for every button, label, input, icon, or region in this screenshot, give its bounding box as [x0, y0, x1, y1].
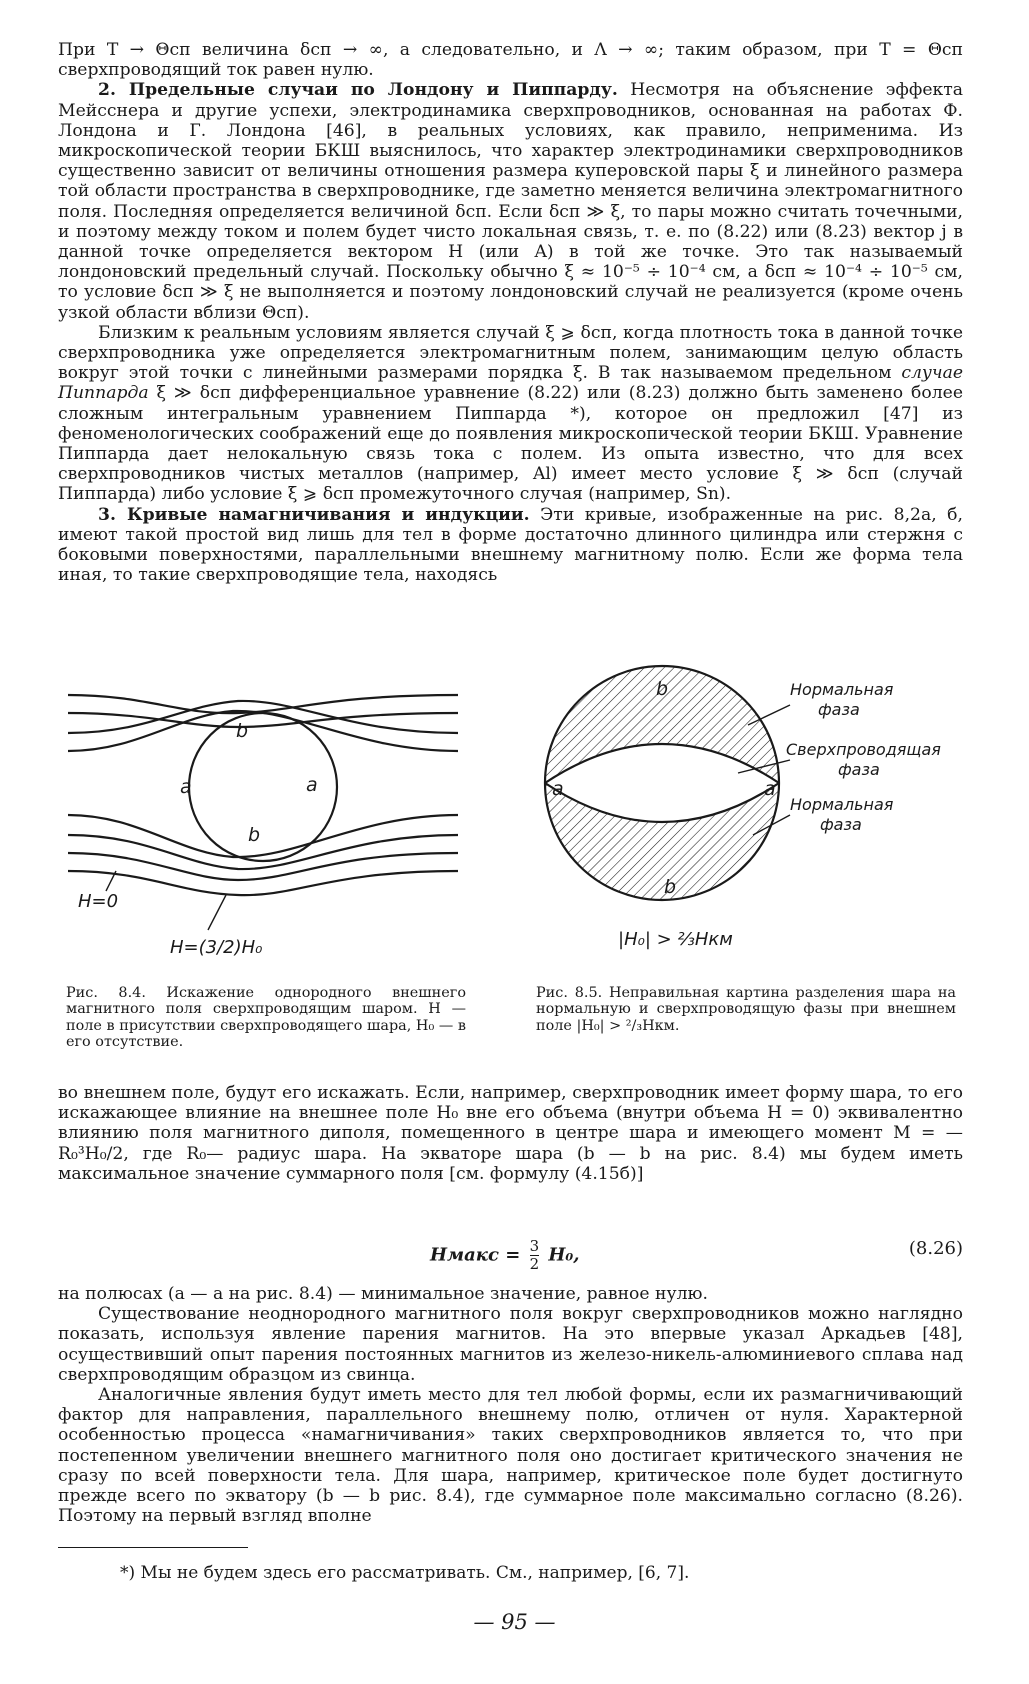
formula-8-26 — [58, 1237, 963, 1273]
pippard-italic: случае Пиппарда — [58, 363, 963, 404]
paragraph-5: во внешнем поле, будут его искажать. Если, например, сверхпроводник имеет форму шара, то его искажающее влияние на внешнее поле H₀ вне его объема (внутри объема H = 0) эквивалентно влиянию поля магнитного диполя, помещенного в центре шара и имеющего момент M = — R₀³H₀/2, где R₀— радиус шара. На экваторе шара (b — b на рис. 8.4) мы будем иметь максимальное значение суммарного поля [см. формулу (4.15б)] — [58, 1083, 963, 1184]
paragraph-3-text-b: ξ ≫ δсп дифференциальное уравнение (8.22) или (8.23) должно быть заменено более сложным интегральным уравнением Пиппарда *), которое он предложил [47] из феноменологических соображений еще до появления микроскопической теории БКШ. Уравнение Пиппарда дает нелокальную связь тока с полем. Из опыта известно, что для всех сверхпроводников чистых металлов (например, Al) имеет место условие ξ ≫ δсп (случай Пиппарда) либо условие ξ ⩾ δсп промежуточного случая (например, Sn). — [58, 383, 963, 505]
fig5-label-normal1: Нормальная фаза — [790, 680, 894, 719]
figures — [58, 675, 963, 1075]
paragraph-8: Аналогичные явления будут иметь место для тел любой формы, если их размагничивающий фактор для направления, параллельного внешнему полю, отличен от нуля. Характерной особенностью процесса «намагничивания» таких сверхпроводников является то, что при постепенном увеличении внешнего магнитного поля оно достигает критического значения не сразу по всей поверхности тела. Для шара, например, критическое поле будет достигнуто прежде всего по экватору (b — b рис. 8.4), где суммарное поле максимально согласно (8.26). Поэтому на первый взгляд вполне — [58, 1385, 963, 1527]
fig5-label-super: Сверхпроводящая фаза — [786, 740, 941, 779]
fig4-label-b-top: b — [236, 720, 249, 742]
text-top — [58, 40, 963, 585]
fig4-label-h32: H=(3/2)H₀ — [170, 937, 263, 958]
fig4-label-b-bottom: b — [248, 824, 261, 846]
paragraph-6: на полюсах (a — a на рис. 8.4) — минимальное значение, равное нулю. — [58, 1284, 708, 1304]
figure-8-5 — [528, 645, 963, 990]
figure-8-5-caption: Рис. 8.5. Неправильная картина разделения шара на нормальную и сверхпроводящую фазы при внешнем поле |H₀| > ²/₃Hкм. — [536, 985, 956, 1034]
fig5-label-b-bottom: b — [664, 876, 677, 898]
fig5-label-a-left: a — [552, 778, 564, 800]
formula-numerator: 3 — [529, 1237, 540, 1255]
paragraph-7: Существование неоднородного магнитного поля вокруг сверхпроводников можно наглядно показать, используя явление парения магнитов. На это впервые указал Аркадьев [48], осуществивший опыт парения постоянных магнитов из железо-никель-алюминиевого сплава над сверхпроводящим образцом из свинца. — [58, 1304, 963, 1385]
fig5-label-normal2: Нормальная фаза — [790, 795, 894, 834]
paragraph-2 — [58, 80, 963, 322]
text-bottom — [58, 1284, 963, 1526]
footnote-rule — [58, 1547, 248, 1548]
formula-fraction — [530, 1238, 540, 1273]
paragraph-4-text: Эти кривые, изображенные на рис. 8,2а, б, имеют такой простой вид лишь для тел в форме достаточно длинного цилиндра или стержня с боковыми поверхностями, параллельными внешнему магнитному полю. Если же форма тела иная, то такие сверхпроводящие тела, находясь — [58, 504, 963, 586]
footnote: *) Мы не будем здесь его рассматривать. См., например, [6, 7]. — [120, 1563, 690, 1583]
formula-rhs: H₀, — [548, 1244, 580, 1266]
paragraph-3 — [58, 323, 963, 505]
fig5-label-a-right: a — [764, 778, 776, 800]
page-number: — 95 — — [473, 1610, 556, 1634]
paragraph-1: При T → Θсп величина δсп → ∞, а следовательно, и Λ → ∞; таким образом, при T = Θсп сверхпроводящий ток равен нулю. — [58, 40, 963, 81]
figure-8-4 — [58, 675, 478, 975]
fig5-label-condition: |H₀| > ⅔Hкм — [618, 929, 733, 950]
formula-expression — [430, 1238, 580, 1273]
heading-3: 3. Кривые намагничивания и индукции. — [98, 504, 530, 525]
figure-8-4-caption: Рис. 8.4. Искажение однородного внешнего магнитного поля сверхпроводящим шаром. H — поле в присутствии сверхпроводящего шара, H₀ — в его отсутствие. — [66, 985, 466, 1051]
paragraph-2-text: Несмотря на объяснение эффекта Мейсснера и другие успехи, электродинамика сверхпроводников, основанная на работах Ф. Лондона и Г. Лондона [46], в реальных условиях, как правило, неприменима. Из микроскопической теории БКШ выяснилось, что характер электродинамики сверхпроводников существенно зависит от величины отношения размера куперовской пары ξ и линейного размера той области пространства в сверхпроводнике, где заметно меняется величина электромагнитного поля. Последняя определяется величиной δсп. Если δсп ≫ ξ, то пары можно считать точечными, и поэтому между током и полем будет чисто локальная связь, т. е. по (8.22) или (8.23) вектор j в данной точке определяется вектором H (или A) в той же точке. Это так называемый лондоновский предельный случай. Поскольку обычно ξ ≈ 10⁻⁵ ÷ 10⁻⁴ см, а δсп ≈ 10⁻⁴ ÷ 10⁻⁵ см, то условие δсп ≫ ξ не выполняется и поэтому лондоновский случай не реализуется (кроме очень узкой области вблизи Θсп). — [58, 80, 963, 323]
text-middle — [58, 1083, 963, 1184]
fig4-label-h0: H=0 — [78, 891, 119, 912]
paragraph-3-text-a: Близким к реальным условиям является случай ξ ⩾ δсп, когда плотность тока в данной точке сверхпроводника уже определяется электромагнитным полем, занимающим целую область вокруг этой точки с линейными размерами порядка ξ. В так называемом предельном — [58, 322, 963, 384]
formula-number: (8.26) — [908, 1238, 963, 1259]
heading-2: 2. Предельные случаи по Лондону и Пиппарду. — [98, 80, 618, 101]
fig5-label-b-top: b — [656, 678, 669, 700]
fig4-label-a-right: a — [306, 774, 318, 796]
formula-lhs: Hмакс = — [430, 1244, 521, 1266]
formula-denominator: 2 — [529, 1255, 540, 1273]
paragraph-4 — [58, 505, 963, 586]
fig4-label-a-left: a — [180, 776, 192, 798]
